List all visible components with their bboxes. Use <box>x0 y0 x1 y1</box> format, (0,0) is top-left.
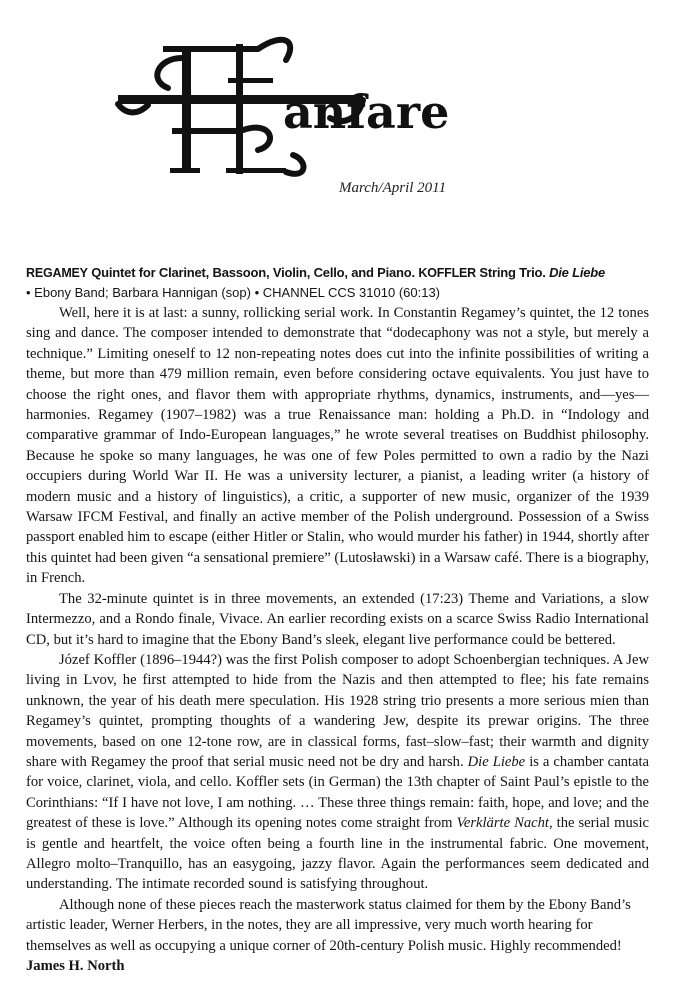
paragraph-3 <box>26 650 649 895</box>
work-string-trio: String Trio. <box>479 265 546 280</box>
review-headline <box>26 263 649 283</box>
issue-date: March/April 2011 <box>339 180 447 196</box>
paragraph-3-part-b: is a chamber cantata for voice, clarinet, viola, and cello. Koffler sets (in German) the 13th chapter of Saint Paul’s epistle to the Corinthians: “If I have not love, I am nothing. … These three things remain: faith, hope, and love; and the greatest of these is love.” Although its opening notes come straight from <box>26 753 650 832</box>
work-quintet: Quintet for Clarinet, Bassoon, Violin, Cello, and Piano. <box>91 265 415 280</box>
review-article <box>26 263 649 976</box>
paragraph-3-part-a: Józef Koffler (1896–1944?) was the first Polish composer to adopt Schoenbergian techniques. A Jew living in Lvov, he first attempted to hide from the Nazis and then attempted to flee; his fate remains unknown, the year of his death mere speculation. His 1928 string trio presents a more serious mien than Regamey’s quintet, prompting thoughts of a wandering Jew, despite its prewar origins. The three movements, based on one 12-tone row, are in classical forms, fast–slow–fast; their warmth and dignity share with Regamey the proof that serial music need not be dry and harsh. <box>26 651 649 770</box>
title-die-liebe: Die Liebe <box>467 753 526 770</box>
paragraph-2: The 32-minute quintet is in three movements, an extended (17:23) Theme and Variations, a slow Intermezzo, and a Rondo finale, Vivace. An earlier recording exists on a scarce Swiss Radio International CD, but it’s hard to imagine that the Ebony Band’s sleek, elegant live performance could be bettered. <box>26 590 649 648</box>
paragraph-4-text: Although none of these pieces reach the masterwork status claimed for them by the Ebony Band’s artistic leader, Werner Herbers, in the notes, they are all impressive, very much worth hearing for themselves as well as occupying a unique corner of 20th-century Polish music. Highly recommended! <box>26 896 631 954</box>
paragraph-3-part-c: the serial music is gentle and heartfelt, the voice often being a fourth line in the instrumental fabric. One movement, Allegro molto–Tranquillo, has an easygoing, jazzy flavor. Again the performances seem dedicated and understanding. The intimate recorded sound is satisfying throughout. <box>26 815 649 893</box>
title-verklarte-nacht: Verklärte Nacht, <box>456 815 553 832</box>
review-body <box>26 303 649 976</box>
composer-koffler: KOFFLER <box>418 266 476 280</box>
fanfare-logo <box>108 20 528 190</box>
fanfare-logo-art <box>108 20 528 190</box>
paragraph-1: Well, here it is at last: a sunny, rollicking serial work. In Constantin Regamey’s quintet, the 12 tones sing and dance. The composer intended to demonstrate that “dodecaphony was not a style, but merely a technique.” Limiting oneself to 12 non-repeating notes does cut into the infinite possibilities of writing a theme, but more than 479 million remain, even before considering octave equivalents. You just have to choose the right ones, and flavor them with appropriate rhythms, dynamics, instruments, and—yes—harmonies. Regamey (1907–1982) was a true Renaissance man: holding a Ph.D. in “Indology and comparative grammar of Indo-European languages,” he wrote several treatises on Buddhist philosophy. Because he spoke so many languages, he was one of few Poles permitted to own a radio by the Nazi occupiers during World War II. He was a university lecturer, a pianist, a leading writer (a history of modern music and a history of linguistics), a critic, a supporter of new music, organizer of the 1939 Warsaw IFCM Festival, and finally an active member of the Polish underground. Possession of a Swiss passport enabled him to escape (either Hitler or Stalin, who would murder his father) in 1944, shortly after this quintet had been given “a sensational premiere” (Lutosławski) in a Warsaw café. There is a biography, in French. <box>26 305 649 587</box>
performer-credits: • Ebony Band; Barbara Hannigan (sop) • CHANNEL CCS 31010 (60:13) <box>26 285 441 300</box>
composer-regamey: REGAMEY <box>26 266 88 280</box>
svg-text:anfare: anfare <box>283 85 450 139</box>
reviewer-name: James H. North <box>26 958 125 974</box>
paragraph-4 <box>26 895 649 977</box>
work-die-liebe: Die Liebe <box>549 265 606 280</box>
